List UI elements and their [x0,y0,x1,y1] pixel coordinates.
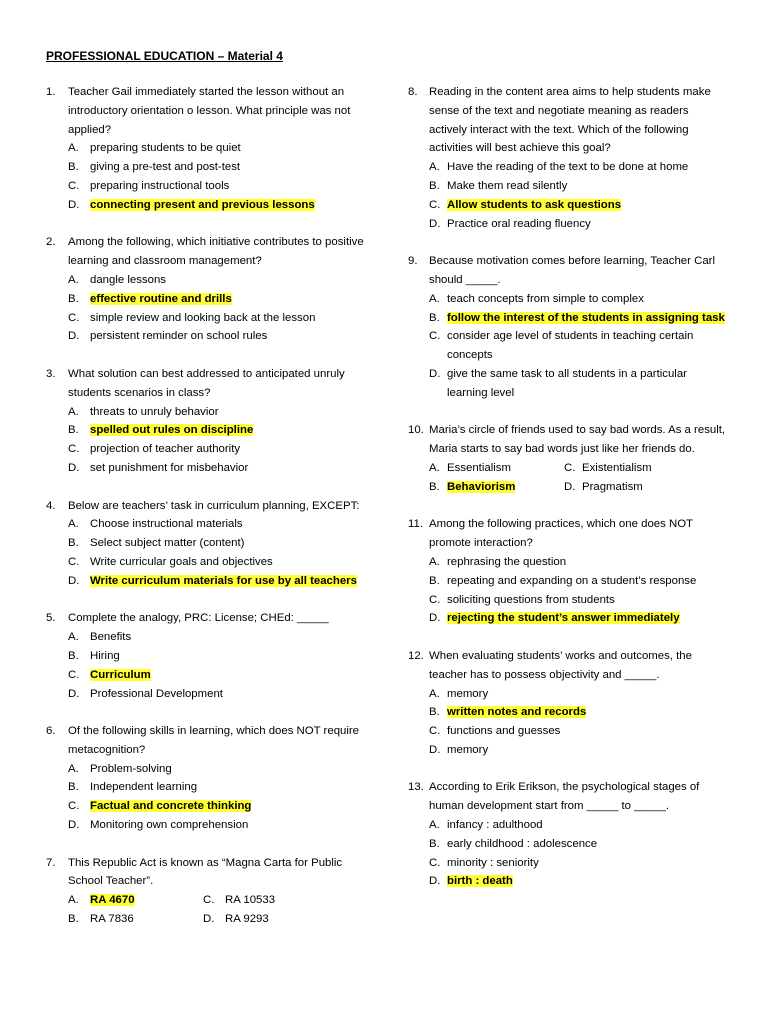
question-text: Reading in the content area aims to help students make sense of the text and negotiate meaning as readers actively interact with the text. Which of the following activities will best achieve this goal? [429,86,711,155]
question-number: 10. [408,424,424,437]
answer-highlight: rejecting the student’s answer immediately [447,612,680,625]
question-3 [46,365,368,478]
question-number: 5. [46,612,56,625]
option-b-answer: B. spelled out rules on discipline [68,424,254,437]
option-d: D. Practice oral reading fluency [429,217,591,230]
options-grid [429,459,728,497]
question-text: What solution can best addressed to anticipated unruly students scenarios in class? [68,367,345,399]
option-b: B. giving a pre-test and post-test [68,161,241,174]
question-number: 13. [408,781,424,794]
options-list [68,403,368,478]
option-b: B. Select subject matter (content) [68,537,245,550]
question-7 [46,854,368,929]
question-number: 7. [46,856,56,869]
option-b-answer: B. effective routine and drills [68,292,232,305]
answer-highlight: connecting present and previous lessons [90,198,315,211]
question-text: Below are teachers’ task in curriculum planning, EXCEPT: [68,499,360,512]
option-d: D. Pragmatism [564,480,643,493]
question-number: 3. [46,367,56,380]
question-text: Because motivation comes before learning, Teacher Carl should _____. [429,255,715,286]
option-b-answer: B. written notes and records [429,706,587,719]
question-4 [46,497,368,591]
option-b: B. Independent learning [68,781,198,794]
option-b: B. early childhood : adolescence [429,837,598,850]
question-2 [46,233,368,346]
option-a: A. preparing students to be quiet [68,142,241,155]
question-text: When evaluating students’ works and outcomes, the teacher has to possess objectivity and _____. [429,649,692,681]
option-c: C. soliciting questions from students [429,593,615,606]
answer-highlight: Allow students to ask questions [447,198,622,211]
question-10 [408,421,728,496]
question-number: 9. [408,255,418,268]
option-a: A. Benefits [68,631,132,644]
answer-highlight: Curriculum [90,668,151,681]
question-number: 11. [408,518,423,531]
options-list [68,271,368,346]
answer-highlight: effective routine and drills [90,292,232,305]
question-12 [408,647,728,760]
question-text: Complete the analogy, PRC: License; CHEd: _____ [68,612,329,625]
option-a: A. Have the reading of the text to be done at home [429,161,689,174]
question-text: Teacher Gail immediately started the lesson without an introductory orientation o lesson. What principle was not applied? [68,86,351,136]
options-list [429,685,728,760]
answer-highlight: Behaviorism [447,480,516,493]
option-d-answer: D. Write curriculum materials for use by all teachers [68,574,357,587]
question-number: 6. [46,725,56,738]
question-11 [408,515,728,628]
option-d-answer: D. rejecting the student’s answer immediately [429,612,680,625]
question-13 [408,778,728,891]
options-list [429,290,728,403]
option-d: D. memory [429,743,489,756]
option-a: A. Problem-solving [68,762,172,775]
answer-highlight: birth : death [447,875,513,888]
option-b-answer: B. follow the interest of the students in assigning task [429,311,725,324]
option-c: C. projection of teacher authority [68,443,241,456]
option-b: B. repeating and expanding on a student’s response [429,574,697,587]
option-c: C. functions and guesses [429,725,561,738]
options-list [68,760,368,835]
question-5 [46,609,368,703]
question-number: 12. [408,649,424,662]
question-number: 2. [46,236,56,249]
option-b: B. RA 7836 [68,913,134,926]
answer-highlight: follow the interest of the students in assigning task [447,311,725,324]
option-a: A. Essentialism [429,461,511,474]
options-grid [68,891,368,929]
options-list [429,816,728,891]
option-d: D. Professional Development [68,687,223,700]
question-text: Among the following practices, which one does NOT promote interaction? [429,518,693,550]
option-c: C. Existentialism [564,461,652,474]
option-a: A. memory [429,687,489,700]
right-column [408,83,728,910]
option-a: A. threats to unruly behavior [68,405,219,418]
option-c: C. preparing instructional tools [68,179,230,192]
option-c: C. Write curricular goals and objectives [68,555,273,568]
option-a: A. infancy : adulthood [429,819,543,832]
option-b-answer: B. Behaviorism [429,480,516,493]
answer-highlight: spelled out rules on discipline [90,424,254,437]
question-text: Maria’s circle of friends used to say bad words. As a result, Maria starts to say bad words just like her friends do. [429,424,726,456]
option-a: A. teach concepts from simple to complex [429,292,644,305]
option-c-answer: C. Allow students to ask questions [429,198,622,211]
option-c-answer: C. Factual and concrete thinking [68,800,252,813]
option-d: D. RA 9293 [203,913,269,926]
options-list [68,628,368,703]
question-number: 4. [46,499,56,512]
question-6 [46,722,368,835]
answer-highlight: Factual and concrete thinking [90,800,252,813]
option-a: A. dangle lessons [68,273,166,286]
option-c: C. consider age level of students in teaching certain concepts [429,330,694,362]
option-d: D. persistent reminder on school rules [68,330,268,343]
option-c: C. simple review and looking back at the lesson [68,311,316,324]
options-list [68,515,368,590]
option-a-answer: A. RA 4670 [68,894,135,907]
answer-highlight: RA 4670 [90,894,135,907]
options-list [429,158,728,233]
question-text: Among the following, which initiative contributes to positive learning and classroom management? [68,236,364,268]
option-d: D. set punishment for misbehavior [68,461,249,474]
question-8 [408,83,728,233]
question-1 [46,83,368,215]
option-b: B. Make them read silently [429,179,568,192]
document-title: PROFESSIONAL EDUCATION – Material 4 [46,49,283,63]
question-9 [408,252,728,402]
option-c-answer: C. Curriculum [68,668,151,681]
option-a: A. Choose instructional materials [68,518,243,531]
question-text: Of the following skills in learning, which does NOT require metacognition? [68,725,360,756]
option-d: D. Monitoring own comprehension [68,819,249,832]
question-text: This Republic Act is known as “Magna Carta for Public School Teacher”. [68,856,343,888]
question-text: According to Erik Erikson, the psychological stages of human development start from _____ to _____. [429,781,700,813]
option-d: D. give the same task to all students in a particular learning level [429,367,687,399]
option-c: C. minority : seniority [429,856,539,869]
option-d-answer: D. birth : death [429,875,513,888]
question-number: 8. [408,86,418,98]
options-list [429,553,728,628]
option-d-answer: D. connecting present and previous lessons [68,198,315,211]
answer-highlight: Write curriculum materials for use by all teachers [90,574,357,587]
question-number: 1. [46,86,56,98]
option-b: B. Hiring [68,649,120,662]
option-c: C. RA 10533 [203,894,276,907]
left-column [46,83,368,948]
options-list [68,139,368,214]
option-a: A. rephrasing the question [429,555,567,568]
answer-highlight: written notes and records [447,706,587,719]
